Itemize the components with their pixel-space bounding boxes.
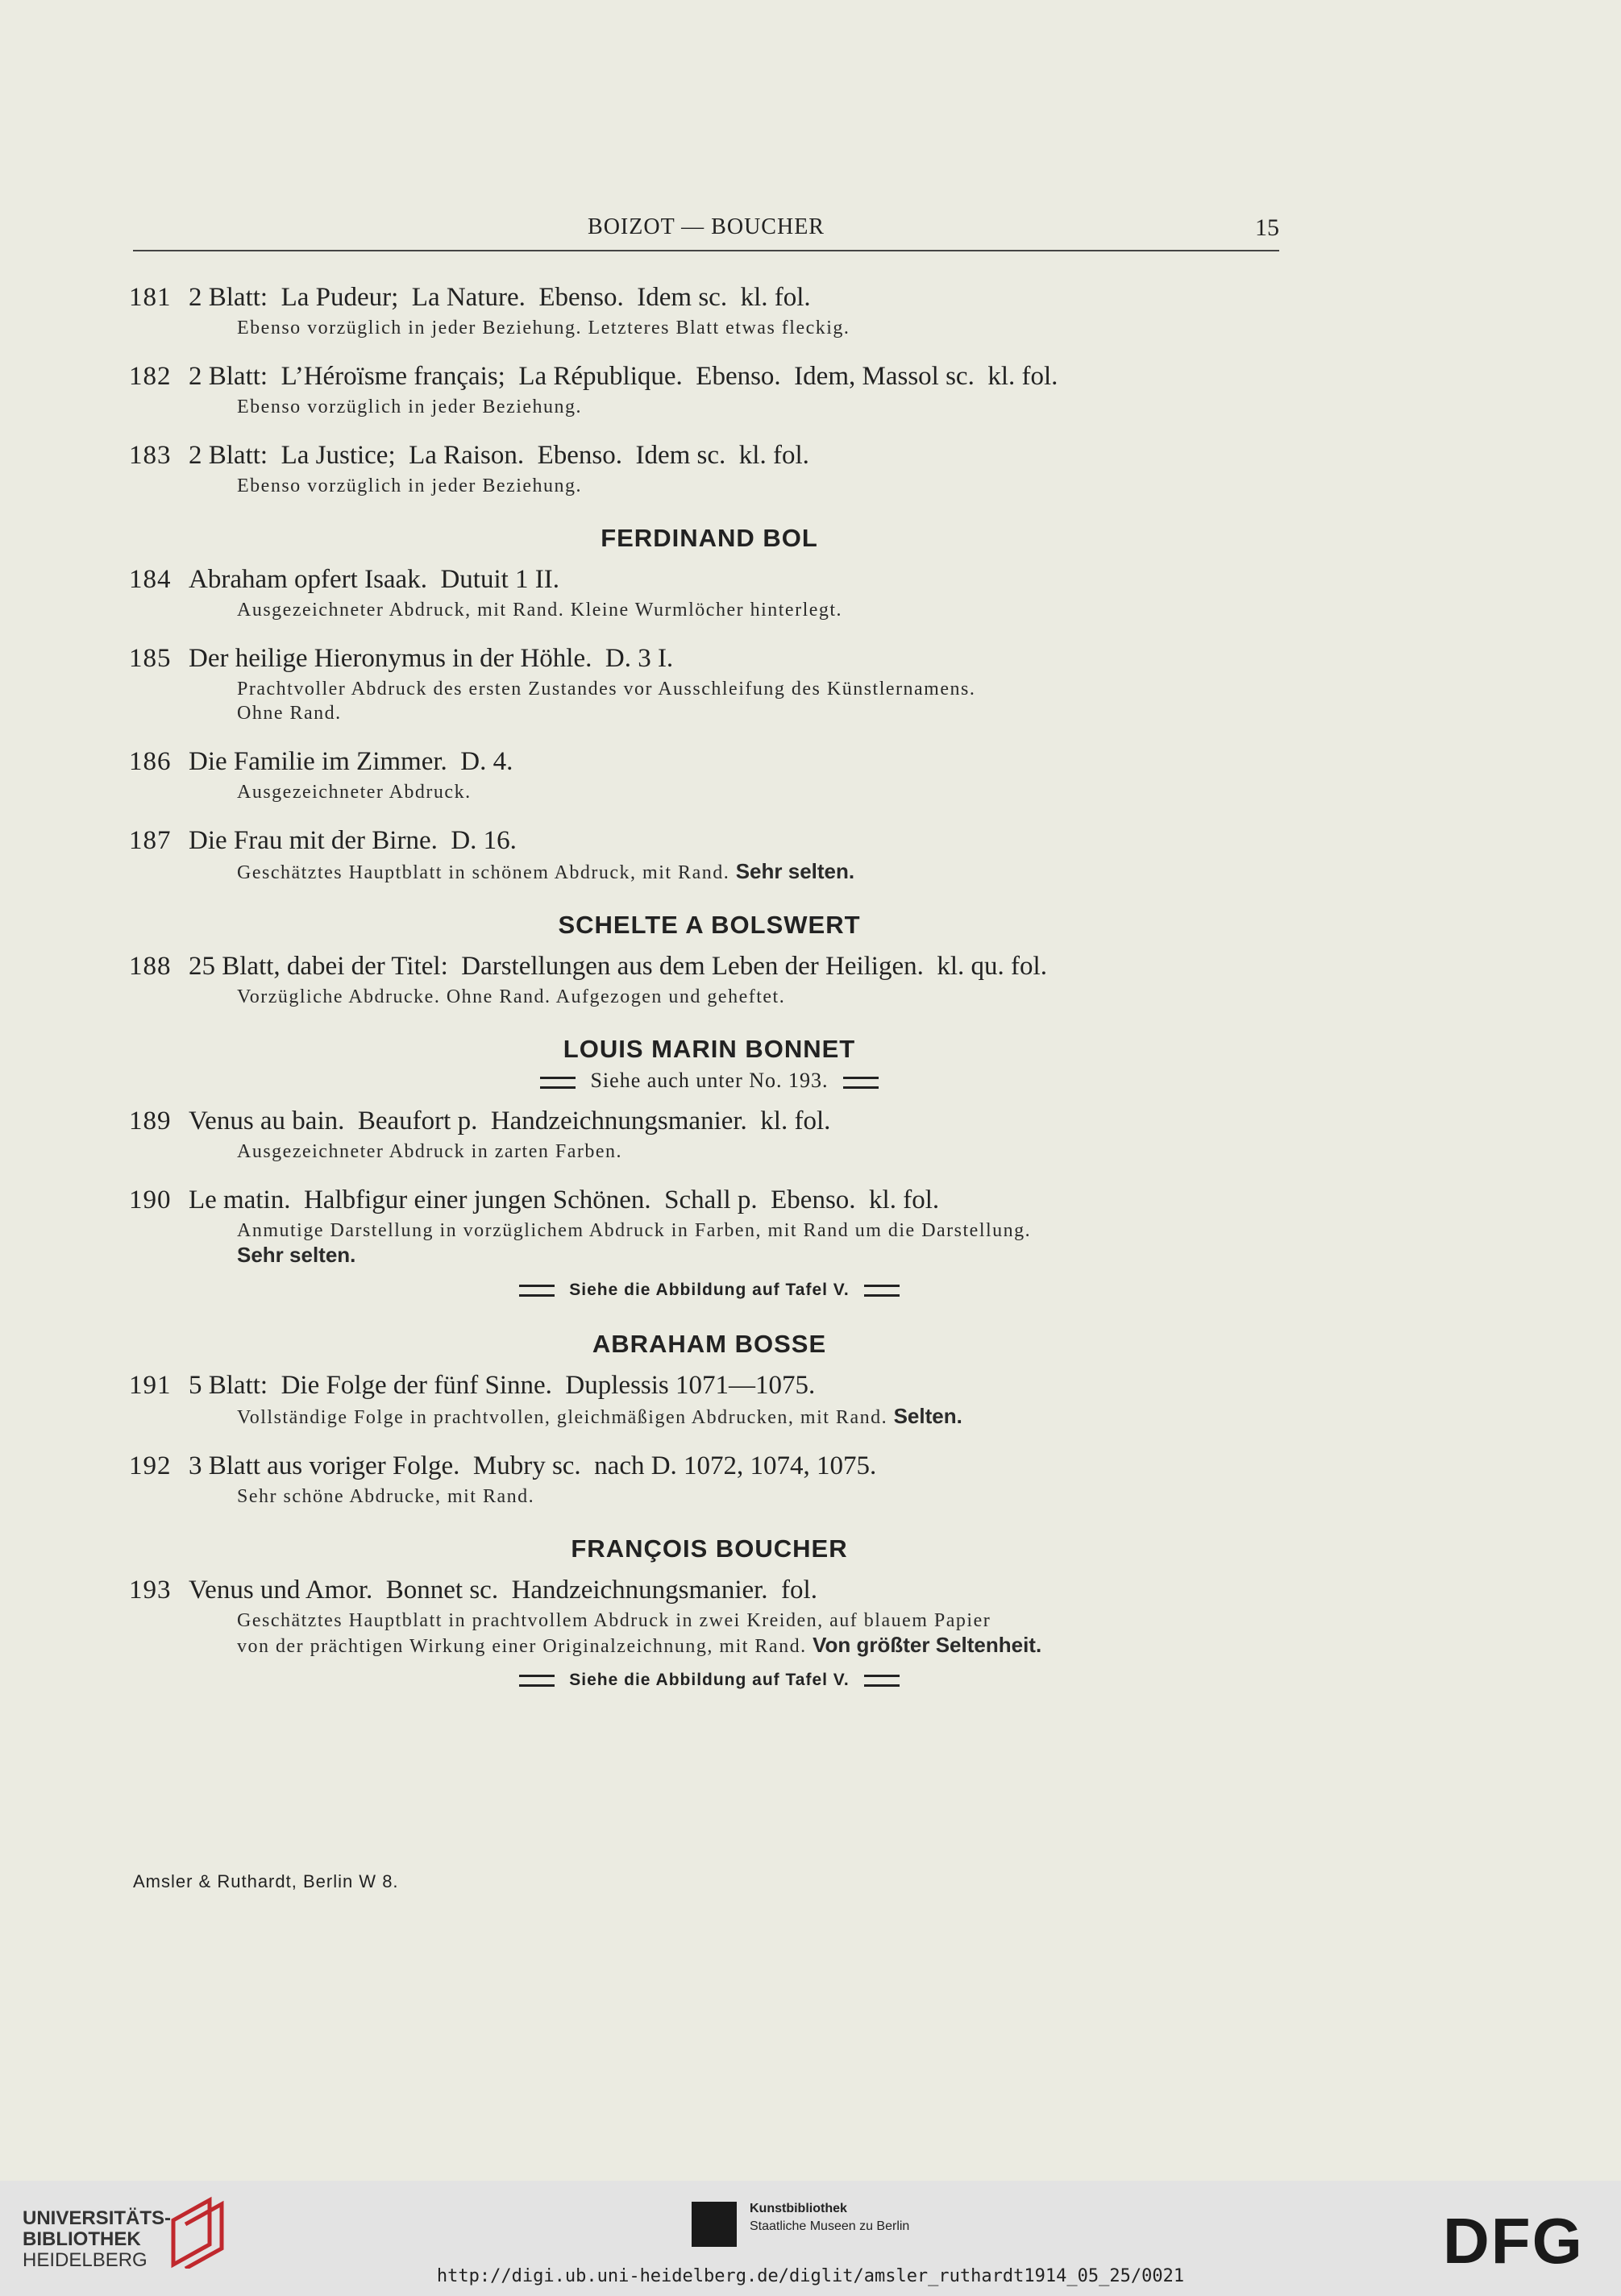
double-rule [519,1675,555,1687]
publisher-imprint: Amsler & Ruthardt, Berlin W 8. [133,1871,399,1891]
kunstbibliothek-icon [692,2202,737,2247]
entry-number: 191 [129,1371,172,1400]
catalog-entry [129,1367,1290,1430]
entry-number: 189 [129,1106,172,1136]
entry-title: 25 Blatt, dabei der Titel: Darstellungen aus dem Leben der Heiligen. kl. qu. fol. [189,952,1047,981]
catalog-entry [129,743,1290,804]
entry-note [237,1219,1290,1243]
entry-title-line [129,743,1290,780]
entry-number: 193 [129,1576,172,1605]
entry-title-line [129,640,1290,677]
catalog-entry [129,1181,1290,1268]
entry-title: 5 Blatt: Die Folge der fünf Sinne. Duplessis 1071—1075. [189,1371,816,1400]
entry-note-text: Sehr schöne Abdrucke, mit Rand. [237,1486,535,1507]
entry-number: 186 [129,747,172,776]
entry-note [237,985,1290,1009]
entry-number: 192 [129,1451,172,1480]
rarity-note: Von größter Seltenheit. [813,1633,1042,1657]
entry-note-text: Ebenso vorzüglich in jeder Beziehung. [237,475,583,496]
entry-note [237,395,1290,419]
double-rule [864,1675,900,1687]
running-title: BOIZOT — BOUCHER [588,214,825,239]
entry-note-text: Anmutige Darstellung in vorzüglichem Abdruck in Farben, mit Rand um die Darstellung. [237,1220,1032,1241]
header-rule [133,250,1279,251]
entry-note [237,1404,1290,1430]
entry-title-line [129,437,1290,474]
entry-note-text: von der prächtigen Wirkung einer Originalzeichnung, mit Rand. [237,1636,807,1657]
artist-heading: ABRAHAM BOSSE [592,1330,827,1358]
catalog-entry [129,640,1290,725]
page-header [133,213,1279,245]
artist-heading: FRANÇOIS BOUCHER [571,1534,848,1563]
entry-title-line [129,1181,1290,1219]
catalog-entry [129,1447,1290,1509]
entry-number: 183 [129,441,172,470]
entry-number: 187 [129,826,172,855]
ub-logo-line3: HEIDELBERG [23,2249,148,2271]
cross-reference-text: Siehe die Abbildung auf Tafel V. [569,1671,850,1689]
entry-note [237,598,1290,622]
ub-heidelberg-logo[interactable] [23,2208,171,2271]
entry-note [237,701,1290,725]
kb-line2: Staatliche Museen zu Berlin [750,2219,910,2233]
ub-book-icon [165,2196,230,2269]
entry-title-line [129,1102,1290,1140]
catalog-entry [129,822,1290,885]
entry-title-line [129,1367,1290,1404]
entry-note [237,859,1290,885]
catalog-entry [129,279,1290,340]
entry-note [237,1609,1290,1633]
catalog-entry [129,437,1290,498]
cross-reference [129,1067,1290,1094]
entry-note [237,1140,1290,1164]
entry-title: 2 Blatt: L’Héroïsme français; La République. Ebenso. Idem, Massol sc. kl. fol. [189,362,1058,391]
entry-title: Venus und Amor. Bonnet sc. Handzeichnungsmanier. fol. [189,1576,817,1605]
page-number: 15 [1255,214,1279,241]
rarity-note: Selten. [893,1404,962,1428]
entry-note-text: Prachtvoller Abdruck des ersten Zustandes vor Ausschleifung des Künstlernamens. [237,679,976,700]
entry-title: 2 Blatt: La Justice; La Raison. Ebenso. Idem sc. kl. fol. [189,441,809,470]
entry-title-line [129,948,1290,985]
cross-reference [129,1667,1290,1694]
entry-number: 182 [129,362,172,391]
entry-note-text: Ausgezeichneter Abdruck, mit Rand. Kleine Wurmlöcher hinterlegt. [237,600,843,621]
entry-number: 184 [129,565,172,594]
entry-note [237,316,1290,340]
double-rule [519,1285,555,1297]
catalog-entries [129,274,1290,1702]
catalog-entry [129,561,1290,622]
entry-note-text: Ausgezeichneter Abdruck. [237,782,472,803]
entry-title-line [129,822,1290,859]
cross-reference [129,1277,1290,1304]
entry-title-line [129,1447,1290,1484]
entry-title-line [129,561,1290,598]
ub-logo-line1: UNIVERSITÄTS- [23,2207,172,2229]
entry-title: Der heilige Hieronymus in der Höhle. D. 3 I. [189,644,674,673]
entry-note-text: Ausgezeichneter Abdruck in zarten Farben. [237,1141,622,1162]
double-rule [540,1077,576,1089]
entry-note [237,677,1290,701]
catalog-entry [129,1102,1290,1164]
entry-note [237,1484,1290,1509]
dfg-logo[interactable]: DFG [1443,2205,1584,2277]
entry-note-text: Ebenso vorzüglich in jeder Beziehung. [237,397,583,417]
entry-title: Abraham opfert Isaak. Dutuit 1 II. [189,565,560,594]
entry-title: Le matin. Halbfigur einer jungen Schönen. Schall p. Ebenso. kl. fol. [189,1185,940,1214]
entry-note [237,474,1290,498]
entry-note [237,780,1290,804]
entry-number: 188 [129,952,172,981]
entry-title-line [129,358,1290,395]
entry-number: 185 [129,644,172,673]
entry-note-text: Vorzügliche Abdrucke. Ohne Rand. Aufgezogen und geheftet. [237,986,786,1007]
entry-title: Die Familie im Zimmer. D. 4. [189,747,513,776]
entry-number: 190 [129,1185,172,1214]
entry-note-text: Geschätztes Hauptblatt in schönem Abdruck, mit Rand. [237,862,730,883]
artist-heading: SCHELTE A BOLSWERT [558,911,861,939]
entry-note-text: Ebenso vorzüglich in jeder Beziehung. Letzteres Blatt etwas fleckig. [237,318,850,338]
double-rule [864,1285,900,1297]
catalog-entry [129,1571,1290,1659]
entry-title: Die Frau mit der Birne. D. 16. [189,826,517,855]
kb-line1: Kunstbibliothek [750,2202,847,2215]
entry-title-line [129,279,1290,316]
entry-note-text: Geschätztes Hauptblatt in prachtvollem Abdruck in zwei Kreiden, auf blauem Papier [237,1610,991,1631]
double-rule [843,1077,879,1089]
entry-note-text: Vollständige Folge in prachtvollen, gleichmäßigen Abdrucken, mit Rand. [237,1407,888,1428]
entry-title: Venus au bain. Beaufort p. Handzeichnungsmanier. kl. fol. [189,1106,831,1136]
rarity-note: Sehr selten. [237,1243,356,1267]
ub-logo-line2: BIBLIOTHEK [23,2228,141,2250]
entry-title: 3 Blatt aus voriger Folge. Mubry sc. nach D. 1072, 1074, 1075. [189,1451,877,1480]
entry-number: 181 [129,283,172,312]
entry-note [237,1633,1290,1659]
entry-title-line [129,1571,1290,1609]
cross-reference-text: Siehe auch unter No. 193. [590,1069,829,1092]
entry-note [237,1243,1290,1268]
entry-title: 2 Blatt: La Pudeur; La Nature. Ebenso. Idem sc. kl. fol. [189,283,811,312]
catalog-entry [129,948,1290,1009]
rarity-note: Sehr selten. [735,859,855,883]
kunstbibliothek-logo[interactable] [750,2200,909,2236]
entry-note-text: Ohne Rand. [237,703,342,724]
cross-reference-text: Siehe die Abbildung auf Tafel V. [569,1281,850,1299]
artist-heading: FERDINAND BOL [601,524,818,552]
permalink-url[interactable]: http://digi.ub.uni-heidelberg.de/diglit/amsler_ruthardt1914_05_25/0021 [436,2266,1185,2286]
catalog-entry [129,358,1290,419]
artist-heading: LOUIS MARIN BONNET [563,1035,856,1063]
